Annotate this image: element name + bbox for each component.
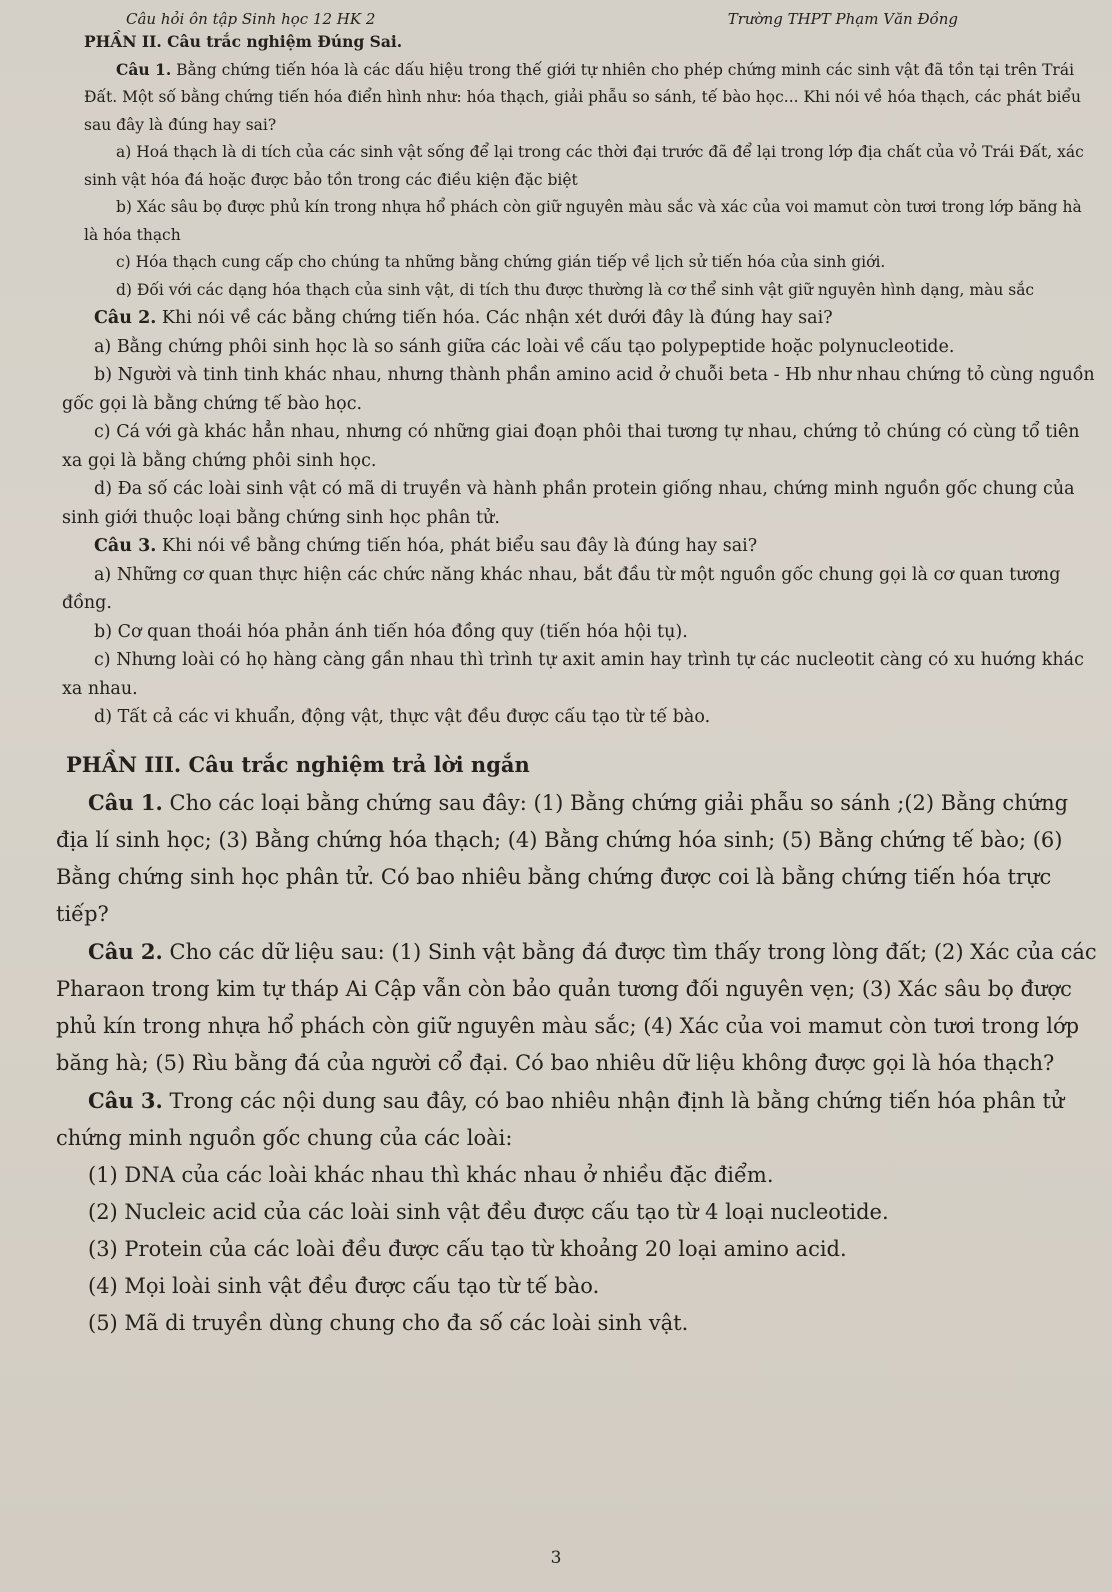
part3-q3-item: (4) Mọi loài sinh vật đều được cấu tạo từ tế bào. [88,1273,600,1298]
part2-q2-a: a) Bằng chứng phôi sinh học là so sánh giữa các loài về cấu tạo polypeptide hoặc polynucleotide. [94,336,955,357]
part2-q1-d: d) Đối với các dạng hóa thạch của sinh vật, di tích thu được thường là cơ thể sinh vật giữ nguyên hình dạng, màu sắc [116,280,1035,299]
page-number: 3 [550,1548,562,1568]
part2-q2-b: b) Người và tinh tinh khác nhau, nhưng thành phần amino acid ở chuỗi beta - Hb như nhau chứng tỏ cùng nguồn gốc gọi là bằng chứng tế bào học. [62,365,1095,414]
part2-q1-c: c) Hóa thạch cung cấp cho chúng ta những bằng chứng gián tiếp về lịch sử tiến hóa của sinh giới. [116,253,886,271]
part2-q2-d: d) Đa số các loài sinh vật có mã di truyền và hành phần protein giống nhau, chứng minh nguồn gốc chung của sinh giới thuộc loại bằng chứng sinh học phân tử. [62,479,1075,528]
part2-q2-q3 [56,304,1098,732]
part3-q3-item: (3) Protein của các loài đều được cấu tạo từ khoảng 20 loại amino acid. [88,1236,847,1261]
part3-q3-item: (1) DNA của các loài khác nhau thì khác nhau ở nhiều đặc điểm. [88,1162,774,1187]
part2-q1-b: b) Xác sâu bọ được phủ kín trong nhựa hổ phách còn giữ nguyên màu sắc và xác của voi mamut còn tươi trong lớp băng hà là hóa thạch [84,198,1082,244]
part3-section [56,746,1098,1342]
part2-q3-b: b) Cơ quan thoái hóa phản ánh tiến hóa đồng quy (tiến hóa hội tụ). [94,621,688,642]
part3-q3: Câu 3. Trong các nội dung sau đây, có bao nhiêu nhận định là bằng chứng tiến hóa phân tử chứng minh nguồn gốc chung của các loài: [56,1087,1065,1150]
part2-q1-label: Câu 1. [116,59,172,79]
part3-q2: Câu 2. Cho các dữ liệu sau: (1) Sinh vật bằng đá được tìm thấy trong lòng đất; (2) Xác của các Pharaon trong kim tự tháp Ai Cập vẫn còn bảo quản tương đối nguyên vẹn; (3) Xác sâu bọ được phủ kín trong nhựa hổ phách còn giữ nguyên màu sắc; (4) Xác của voi mamut còn tươi trong lớp băng hà; (5) Rìu bằng đá của người cổ đại. Có bao nhiêu dữ liệu không được gọi là hóa thạch? [56,938,1097,1075]
part2-q1-a: a) Hoá thạch là di tích của các sinh vật sống để lại trong các thời đại trước đã để lại trong lớp địa chất của vỏ Trái Đất, xác sinh vật hóa đá hoặc được bảo tồn trong các điều kiện đặc biệt [84,143,1084,189]
page-header [56,10,1098,28]
part3-q3-label: Câu 3. [88,1087,163,1113]
part2-q3-stem: Câu 3. Khi nói về bằng chứng tiến hóa, phát biểu sau đây là đúng hay sai? [94,536,758,556]
part2-q2-label: Câu 2. [94,308,157,328]
part2-section [56,28,1098,304]
part3-q1: Câu 1. Cho các loại bằng chứng sau đây: (1) Bằng chứng giải phẫu so sánh ;(2) Bằng chứng địa lí sinh học; (3) Bằng chứng hóa thạch; (4) Bằng chứng hóa sinh; (5) Bằng chứng tế bào; (6) Bằng chứng sinh học phân tử. Có bao nhiêu bằng chứng được coi là bằng chứng tiến hóa trực tiếp? [56,789,1069,926]
part2-q3-c: c) Nhưng loài có họ hàng càng gần nhau thì trình tự axit amin hay trình tự các nucleotit càng có xu huớng khác xa nhau. [62,650,1084,699]
header-school: Trường THPT Phạm Văn Đồng [727,10,958,28]
part2-title: PHẦN II. Câu trắc nghiệm Đúng Sai. [84,32,403,51]
part2-q3-d: d) Tất cả các vi khuẩn, động vật, thực vật đều được cấu tạo từ tế bào. [94,707,711,727]
part3-q3-item: (2) Nucleic acid của các loài sinh vật đều được cấu tạo từ 4 loại nucleotide. [88,1199,889,1224]
header-course: Câu hỏi ôn tập Sinh học 12 HK 2 [126,10,376,28]
part3-q1-label: Câu 1. [88,789,163,815]
part3-q2-label: Câu 2. [88,938,163,964]
part2-q1-stem: Câu 1. Bằng chứng tiến hóa là các dấu hiệu trong thế giới tự nhiên cho phép chứng minh các sinh vật đã tồn tại trên Trái Đất. Một số bằng chứng tiến hóa điển hình như: hóa thạch, giải phẫu so sánh, tế bào học... Khi nói về hóa thạch, các phát biểu sau đây là đúng hay sai? [84,59,1082,134]
part2-q2-c: c) Cá với gà khác hẳn nhau, nhưng có những giai đoạn phôi thai tương tự nhau, chứng tỏ chúng có cùng tổ tiên xa gọi là bằng chứng phôi sinh học. [62,422,1080,471]
part3-q3-item: (5) Mã di truyền dùng chung cho đa số các loài sinh vật. [88,1310,689,1335]
part2-q3-label: Câu 3. [94,536,157,556]
part3-title: PHẦN III. Câu trắc nghiệm trả lời ngắn [66,751,530,777]
part2-q3-a: a) Những cơ quan thực hiện các chức năng khác nhau, bắt đầu từ một nguồn gốc chung gọi là cơ quan tương đồng. [62,564,1061,613]
part2-q2-stem: Câu 2. Khi nói về các bằng chứng tiến hóa. Các nhận xét dưới đây là đúng hay sai? [94,308,833,328]
